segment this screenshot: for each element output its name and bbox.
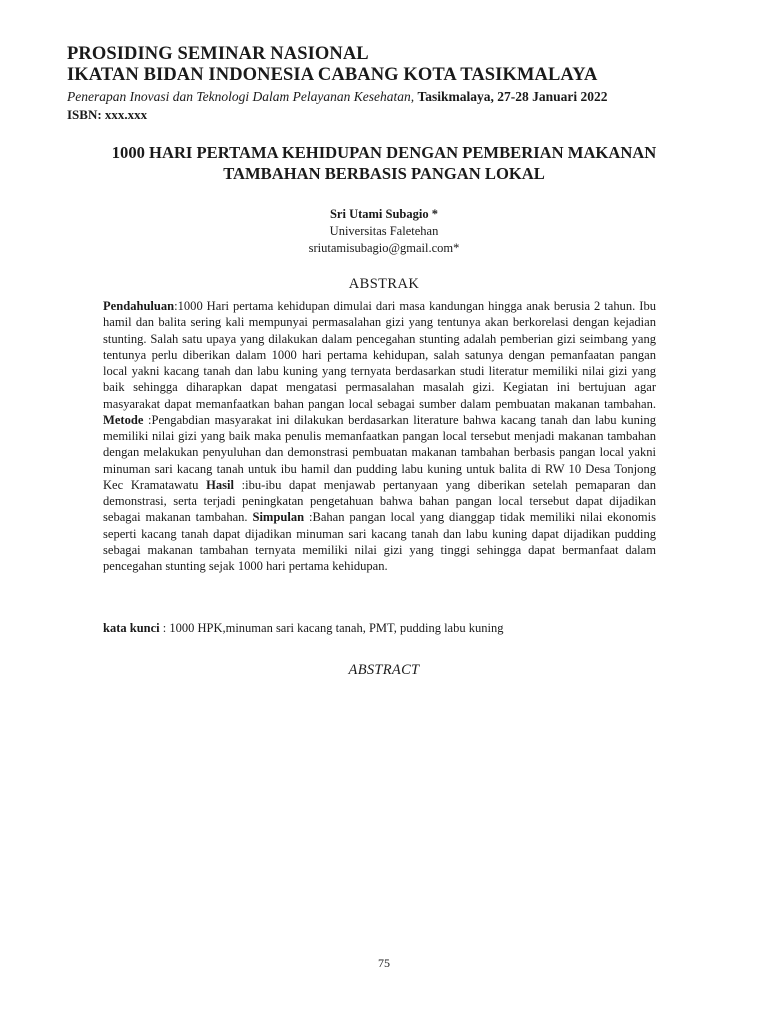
seminar-place-date: Tasikmalaya, 27-28 Januari 2022 — [417, 89, 608, 104]
keywords-label: kata kunci — [103, 621, 160, 635]
keywords-text: : 1000 HPK,minuman sari kacang tanah, PMT, pudding labu kuning — [159, 621, 504, 635]
hasil-text: :ibu-ibu dapat menjawab pertanyaan yang diberikan setelah pemaparan dan demonstrasi, serta terjadi peningkatan pengetahuan bahwa bahan pangan local tersebut dapat dijadikan sebagai makanan tambahan. — [103, 477, 657, 525]
paper-title-line-1: 1000 HARI PERTAMA KEHIDUPAN DENGAN PEMBERIAN MAKANAN — [111, 143, 657, 162]
seminar-theme: Penerapan Inovasi dan Teknologi Dalam Pelayanan Kesehatan, — [67, 89, 415, 104]
isbn: ISBN: xxx.xxx — [67, 107, 148, 122]
pendahuluan-text: :1000 Hari pertama kehidupan dimulai dari masa kandungan hingga anak berusia 2 tahun. Ibu hamil dan balita sering kali mempunyai permasalahan gizi yang tentunya akan berkorelasi dengan kejadian stunting. Salah satu upaya yang dilakukan dalam pencegahan stunting adalah pemberian gizi seimbang yang tentunya perlu diberikan dalam 1000 hari pertama kehidupan, salah satunya dengan pemanfaatan pangan local yakni kacang tanah dan labu kuning yang ternyata berdasarkan studi literatur memiliki nilai gizi yang baik sehingga diharapkan dapat mengatasi permasalahan masalah gizi. Kegiatan ini bertujuan agar masyarakat dapat memanfaatkan bahan pangan local sebagai sumber dalam pembuatan makanan tambahan. — [103, 299, 656, 411]
abstract-english-heading: ABSTRACT — [348, 662, 420, 678]
abstrak-heading: ABSTRAK — [348, 276, 420, 292]
paper-title — [60, 142, 708, 184]
author-email: sriutamisubagio@gmail.com* — [308, 241, 460, 255]
abstract-body — [103, 298, 656, 574]
author-name: Sri Utami Subagio * — [329, 207, 438, 221]
organization-name: IKATAN BIDAN INDONESIA CABANG KOTA TASIKMALAYA — [67, 65, 598, 85]
page-number: 75 — [378, 956, 390, 970]
hasil-label: Hasil — [206, 477, 234, 492]
seminar-theme-line — [67, 87, 707, 107]
keywords — [103, 620, 663, 636]
simpulan-text: :Bahan pangan local yang dianggap tidak memiliki nilai ekonomis seperti kacang tanah dapat dijadikan minuman sari kacang tanah dan labu kuning dapat dijadikan pudding sebagai makanan tambahan ternyata memiliki nilai gizi yang tinggi sehingga dapat bermanfaat dalam pencegahan stunting sejak 1000 hari pertama kehidupan. — [103, 510, 657, 573]
metode-label: Metode — [103, 412, 144, 427]
author-block — [0, 206, 768, 257]
pendahuluan-label: Pendahuluan — [103, 299, 175, 313]
proceedings-header — [67, 44, 707, 122]
proceedings-title: PROSIDING SEMINAR NASIONAL — [67, 44, 369, 64]
simpulan-label: Simpulan — [252, 510, 305, 525]
author-affiliation: Universitas Faletehan — [329, 224, 439, 238]
metode-text: :Pengabdian masyarakat ini dilakukan berdasarkan literature bahwa kacang tanah dan labu kuning memiliki nilai gizi yang baik maka penulis memanfaatkan pangan local tersebut menjadi makanan tambahan dengan melakukan penyuluhan dan demonstrasi pembuatan makanan tambahan berbasis pangan local yakni minuman sari kacang tanah untuk ibu hamil dan pudding labu kuning untuk balita di RW 10 Desa Tonjong Kec Kramatawatu — [103, 412, 656, 492]
paper-title-line-2: TAMBAHAN BERBASIS PANGAN LOKAL — [223, 164, 545, 183]
